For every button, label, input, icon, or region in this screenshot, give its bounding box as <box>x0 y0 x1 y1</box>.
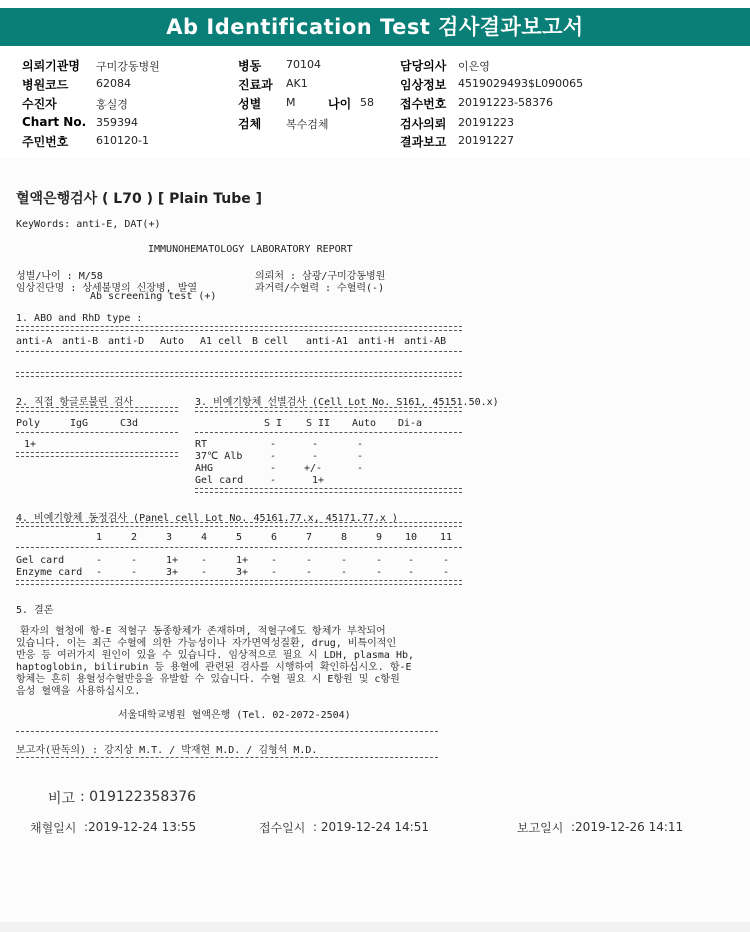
s1-col-anti-d: anti-D <box>108 336 145 347</box>
s3-title: 3. 비예기항체 선별검사 (Cell Lot No. S161, 45151.50.x) <box>195 397 499 408</box>
s4-val: - <box>131 555 138 566</box>
conclusion-line: 항체는 흔히 용혈성수혈반응을 유발할 수 있습니다. 수혈 필요 시 E항원 및 c항원 <box>16 674 400 685</box>
s3-rule-mid <box>195 432 462 433</box>
s3-val-s2: - <box>312 439 319 450</box>
s4-col-1: 1 <box>96 532 103 543</box>
s4-title: 4. 비예기항체 동정검사 (Panel cell Lot No. 45161.77.x, 45171.77.x ) <box>16 513 398 524</box>
s3-phase: Gel card <box>195 475 244 486</box>
header-value-request-date: 20191223 <box>458 116 514 129</box>
memo-value: : 019122358376 <box>80 789 197 805</box>
s4-val: - <box>96 567 103 578</box>
s2-col-igg: IgG <box>70 418 89 429</box>
s4-rule-top <box>16 522 462 527</box>
s2-val-poly: 1+ <box>24 439 37 450</box>
requester: 의뢰처 : 삼광/구미강동병원 <box>255 271 386 282</box>
lab-report-title: IMMUNOHEMATOLOGY LABORATORY REPORT <box>148 244 353 255</box>
s4-val: - <box>443 567 450 578</box>
conclusion-line: 있습니다. 이는 최근 수혈에 의한 가능성이나 자가면역성질환, drug, 비특이적인 <box>16 638 397 649</box>
s3-rule-top <box>195 407 462 412</box>
header-value-chart-no: 359394 <box>96 116 138 129</box>
s4-col-5: 5 <box>236 532 243 543</box>
collected-label: 채혈일시 <box>30 821 77 835</box>
header-label-institution: 의뢰기관명 <box>22 59 80 73</box>
s3-col-auto: Auto <box>352 418 377 429</box>
s4-val: - <box>271 555 278 566</box>
s3-col-s2: S II <box>306 418 331 429</box>
s4-val: - <box>408 555 415 566</box>
s1-col-anti-b: anti-B <box>62 336 99 347</box>
s4-val: - <box>306 567 313 578</box>
header-label-report-date: 결과보고 <box>400 135 447 149</box>
header-value-accession-no: 20191223-58376 <box>458 96 553 109</box>
s2-col-c3d: C3d <box>120 418 139 429</box>
sex-age: 성별/나이 : M/58 <box>16 271 103 282</box>
header-label-patient: 수진자 <box>22 97 57 111</box>
s4-val: - <box>271 567 278 578</box>
s3-val-s2: 1+ <box>312 475 325 486</box>
clinical-diagnosis-2: Ab screening test (+) <box>90 291 217 302</box>
s4-col-6: 6 <box>271 532 278 543</box>
s1-col-a1-cell: A1 cell <box>200 336 243 347</box>
header-label-chart-no: Chart No. <box>22 115 87 129</box>
s4-col-10: 10 <box>405 532 418 543</box>
s1-col-b-cell: B cell <box>252 336 289 347</box>
s1-title: 1. ABO and RhD type : <box>16 313 143 324</box>
s1-col-anti-a: anti-A <box>16 336 53 347</box>
s4-val: - <box>201 567 208 578</box>
header-label-accession-no: 접수번호 <box>400 97 447 111</box>
s3-val-auto: - <box>357 451 364 462</box>
header-value-ward: 70104 <box>286 58 321 71</box>
report-section-title: 혈액은행검사 ( L70 ) [ Plain Tube ] <box>16 191 263 207</box>
report-title-banner: Ab Identification Test 검사결과보고서 <box>0 8 750 46</box>
s1-rule-bottom <box>16 372 462 377</box>
s4-col-8: 8 <box>341 532 348 543</box>
s3-phase: AHG <box>195 463 214 474</box>
keywords: KeyWords: anti-E, DAT(+) <box>16 219 161 230</box>
s1-rule-mid <box>16 351 462 352</box>
reporters: 보고자(판독의) : 강지상 M.T. / 박재현 M.D. / 김형석 M.D. <box>16 745 318 756</box>
header-value-clinical-info: 4519029493$L090065 <box>458 77 584 90</box>
s4-col-9: 9 <box>376 532 383 543</box>
conclusion-line: 환자의 혈청에 항-E 적혈구 동종항체가 존재하며, 적혈구에도 항체가 부착되어 <box>20 626 386 637</box>
header-value-doctor: 이은영 <box>458 60 490 73</box>
s4-val: - <box>201 555 208 566</box>
header-value-specimen: 복수검체 <box>286 118 329 131</box>
s1-col-anti-h: anti-H <box>358 336 395 347</box>
header-value-department: AK1 <box>286 77 308 90</box>
s4-val: - <box>443 555 450 566</box>
s1-col-anti-a1: anti-A1 <box>306 336 349 347</box>
s4-val: - <box>376 555 383 566</box>
reported-label: 보고일시 <box>517 821 564 835</box>
s4-val: - <box>341 555 348 566</box>
header-value-patient: 홍실경 <box>96 98 128 111</box>
s3-val-s1: - <box>270 439 277 450</box>
s3-val-auto: - <box>357 439 364 450</box>
s4-val: - <box>96 555 103 566</box>
s4-val: - <box>306 555 313 566</box>
s3-phase: RT <box>195 439 208 450</box>
s4-col-3: 3 <box>166 532 173 543</box>
institution-line: 서울대학교병원 혈액은행 (Tel. 02-2072-2504) <box>118 710 351 721</box>
s2-rule-mid <box>16 432 178 433</box>
header-label-department: 진료과 <box>238 78 273 92</box>
s3-val-s2: +/- <box>304 463 323 474</box>
reporter-rule-top <box>16 731 438 732</box>
header-label-age: 나이 <box>328 97 352 111</box>
s3-phase: 37℃ Alb <box>195 451 243 462</box>
s2-title: 2. 직접 항글로불린 검사 <box>16 397 134 408</box>
header-label-resident-no: 주민번호 <box>22 135 69 149</box>
conclusion-line: haptoglobin, bilirubin 등 용혈에 관련된 검사를 시행하여 확인하십시오. 항-E <box>16 662 412 673</box>
header-value-report-date: 20191227 <box>458 134 514 147</box>
reporter-rule-bottom <box>16 757 438 758</box>
s3-val-s1: - <box>270 451 277 462</box>
received-label: 접수일시 <box>259 821 306 835</box>
s4-col-7: 7 <box>306 532 313 543</box>
clinical-diagnosis: 임상진단명 : 상세불명의 신장병, 발열 <box>16 283 198 294</box>
s5-title: 5. 결론 <box>16 605 54 616</box>
s3-col-dia: Di-a <box>398 418 423 429</box>
s4-val: 1+ <box>236 555 249 566</box>
s4-col-4: 4 <box>201 532 208 543</box>
s3-rule-bottom <box>195 488 462 493</box>
s4-val: 1+ <box>166 555 179 566</box>
header-label-ward: 병동 <box>238 59 262 73</box>
s2-col-poly: Poly <box>16 418 41 429</box>
header-label-sex: 성별 <box>238 97 262 111</box>
header-value-institution: 구미강동병원 <box>96 60 160 73</box>
s4-col-2: 2 <box>131 532 138 543</box>
conclusion-line: 반응 등 여러가지 원인이 있을 수 있습니다. 임상적으로 필요 시 LDH, plasma Hb, <box>16 650 415 661</box>
conclusion-line: 음성 혈액을 사용하십시오. <box>16 686 141 697</box>
header-label-hospital-code: 병원코드 <box>22 78 69 92</box>
s4-method: Enzyme card <box>16 567 83 578</box>
header-value-resident-no: 610120-1 <box>96 134 149 147</box>
s1-col-anti-ab: anti-AB <box>404 336 447 347</box>
s3-val-s1: - <box>270 463 277 474</box>
s4-col-11: 11 <box>440 532 453 543</box>
s4-val: - <box>341 567 348 578</box>
bottom-bar <box>0 922 750 932</box>
s4-val: 3+ <box>236 567 249 578</box>
s3-val-s2: - <box>312 451 319 462</box>
s4-rule-mid <box>16 547 462 548</box>
s3-val-auto: - <box>357 463 364 474</box>
header-value-age: 58 <box>360 96 374 109</box>
transfusion-history: 과거력/수혈력 : 수혈력(-) <box>255 283 385 294</box>
s4-val: 3+ <box>166 567 179 578</box>
memo-label: 비고 <box>48 791 76 807</box>
s4-val: - <box>408 567 415 578</box>
s1-col-auto: Auto <box>160 336 185 347</box>
reported-value: :2019-12-26 14:11 <box>571 820 684 834</box>
header-label-specimen: 검체 <box>238 117 262 131</box>
header-value-sex: M <box>286 96 296 109</box>
s2-rule-top <box>16 407 178 412</box>
s3-col-s1: S I <box>264 418 283 429</box>
s3-val-s1: - <box>270 475 277 486</box>
header-label-request-date: 검사의뢰 <box>400 117 447 131</box>
s4-val: - <box>376 567 383 578</box>
s4-rule-bottom <box>16 580 462 585</box>
s2-rule-bottom <box>16 452 178 457</box>
header-label-clinical-info: 임상정보 <box>400 78 447 92</box>
collected-value: :2019-12-24 13:55 <box>84 820 197 834</box>
s4-method: Gel card <box>16 555 65 566</box>
received-value: : 2019-12-24 14:51 <box>313 820 429 834</box>
header-value-hospital-code: 62084 <box>96 77 131 90</box>
header-label-doctor: 담당의사 <box>400 59 447 73</box>
s1-rule-top <box>16 326 462 331</box>
s4-val: - <box>131 567 138 578</box>
